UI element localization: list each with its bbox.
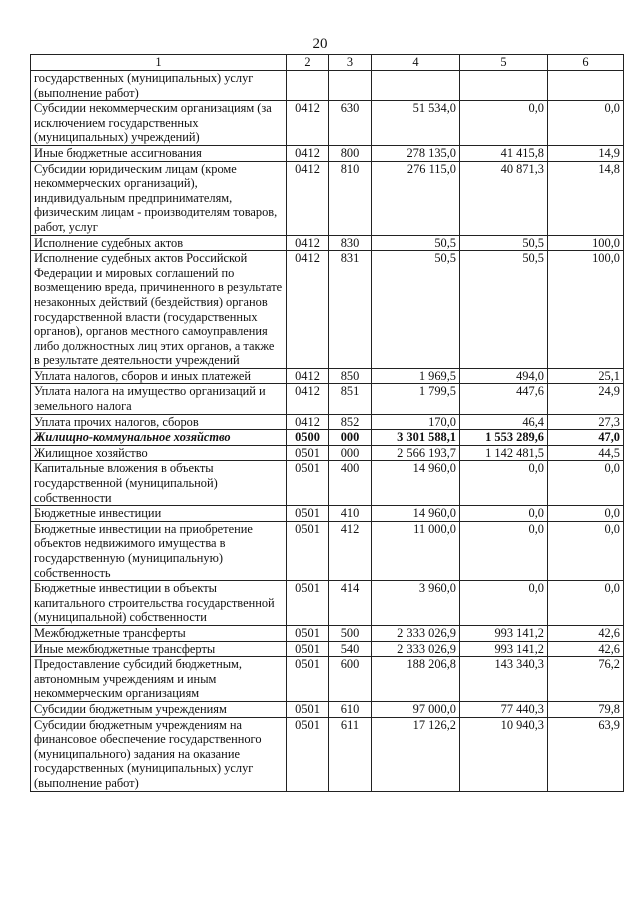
cell-type: 831 xyxy=(329,251,372,369)
cell-percent: 25,1 xyxy=(548,368,624,384)
table-row xyxy=(31,641,624,657)
cell-exec: 40 871,3 xyxy=(460,161,548,235)
cell-percent: 42,6 xyxy=(548,641,624,657)
cell-plan: 3 960,0 xyxy=(372,581,460,626)
table-row xyxy=(31,625,624,641)
cell-plan: 3 301 588,1 xyxy=(372,430,460,446)
cell-exec: 1 553 289,6 xyxy=(460,430,548,446)
cell-type: 540 xyxy=(329,641,372,657)
column-header-exec: 5 xyxy=(460,55,548,71)
cell-name: Субсидии бюджетным учреждениям на финансовое обеспечение государственного (муниципального) задания на оказание государственных (муниципальных) услуг (выполнение работ) xyxy=(31,717,287,791)
cell-exec: 494,0 xyxy=(460,368,548,384)
table-row xyxy=(31,251,624,369)
cell-percent: 100,0 xyxy=(548,251,624,369)
cell-plan: 51 534,0 xyxy=(372,101,460,146)
cell-percent: 24,9 xyxy=(548,384,624,414)
table-body xyxy=(31,71,624,792)
cell-section: 0501 xyxy=(287,521,329,580)
cell-name: Исполнение судебных актов Российской Федерации и мировых соглашений по возмещению вреда, причиненного в результате незаконных действий (бездействия) органов государственной власти (государственных органов), органов местного самоуправления либо должностных лиц этих органов, а также в результате деятельности учреждений xyxy=(31,251,287,369)
cell-exec: 50,5 xyxy=(460,251,548,369)
cell-name: Капитальные вложения в объекты государственной (муниципальной) собственности xyxy=(31,461,287,506)
cell-plan: 50,5 xyxy=(372,235,460,251)
cell-type: 000 xyxy=(329,430,372,446)
table-row xyxy=(31,384,624,414)
table-row xyxy=(31,235,624,251)
cell-plan: 50,5 xyxy=(372,251,460,369)
cell-exec: 993 141,2 xyxy=(460,641,548,657)
cell-percent: 79,8 xyxy=(548,701,624,717)
cell-percent: 0,0 xyxy=(548,521,624,580)
cell-name: Бюджетные инвестиции xyxy=(31,506,287,522)
cell-section: 0412 xyxy=(287,414,329,430)
table-header-row xyxy=(31,55,624,71)
cell-section: 0501 xyxy=(287,445,329,461)
column-header-plan: 4 xyxy=(372,55,460,71)
cell-name: Предоставление субсидий бюджетным, автономным учреждениям и иным некоммерческим организациям xyxy=(31,657,287,702)
cell-section xyxy=(287,71,329,101)
cell-plan: 11 000,0 xyxy=(372,521,460,580)
cell-section: 0501 xyxy=(287,625,329,641)
cell-type: 852 xyxy=(329,414,372,430)
cell-type: 851 xyxy=(329,384,372,414)
cell-exec: 447,6 xyxy=(460,384,548,414)
cell-section: 0412 xyxy=(287,368,329,384)
cell-plan: 17 126,2 xyxy=(372,717,460,791)
cell-section: 0501 xyxy=(287,581,329,626)
cell-name: Субсидии некоммерческим организациям (за исключением государственных (муниципальных) учреждений) xyxy=(31,101,287,146)
cell-percent: 14,9 xyxy=(548,145,624,161)
cell-exec: 50,5 xyxy=(460,235,548,251)
cell-type: 412 xyxy=(329,521,372,580)
cell-exec: 0,0 xyxy=(460,521,548,580)
cell-section: 0501 xyxy=(287,641,329,657)
page-number: 20 xyxy=(312,36,328,52)
cell-type: 600 xyxy=(329,657,372,702)
cell-exec: 993 141,2 xyxy=(460,625,548,641)
cell-exec: 46,4 xyxy=(460,414,548,430)
cell-plan: 2 333 026,9 xyxy=(372,641,460,657)
cell-exec: 143 340,3 xyxy=(460,657,548,702)
cell-name: Уплата прочих налогов, сборов xyxy=(31,414,287,430)
cell-plan: 278 135,0 xyxy=(372,145,460,161)
cell-section: 0501 xyxy=(287,461,329,506)
cell-exec xyxy=(460,71,548,101)
cell-type: 400 xyxy=(329,461,372,506)
cell-exec: 77 440,3 xyxy=(460,701,548,717)
table-row xyxy=(31,506,624,522)
cell-percent: 44,5 xyxy=(548,445,624,461)
table-row xyxy=(31,430,624,446)
cell-name: Жилищное хозяйство xyxy=(31,445,287,461)
cell-percent: 27,3 xyxy=(548,414,624,430)
cell-section: 0501 xyxy=(287,717,329,791)
cell-type: 414 xyxy=(329,581,372,626)
cell-exec: 0,0 xyxy=(460,506,548,522)
cell-plan: 2 333 026,9 xyxy=(372,625,460,641)
table-row xyxy=(31,71,624,101)
cell-percent: 76,2 xyxy=(548,657,624,702)
cell-section: 0412 xyxy=(287,145,329,161)
cell-type: 500 xyxy=(329,625,372,641)
table-row xyxy=(31,368,624,384)
cell-name: Жилищно-коммунальное хозяйство xyxy=(31,430,287,446)
cell-percent: 47,0 xyxy=(548,430,624,446)
cell-section: 0412 xyxy=(287,251,329,369)
cell-plan: 14 960,0 xyxy=(372,506,460,522)
cell-name: Бюджетные инвестиции в объекты капитального строительства государственной (муниципальной) собственности xyxy=(31,581,287,626)
cell-plan: 188 206,8 xyxy=(372,657,460,702)
cell-plan: 1 799,5 xyxy=(372,384,460,414)
cell-name: Межбюджетные трансферты xyxy=(31,625,287,641)
cell-percent: 0,0 xyxy=(548,581,624,626)
cell-name: государственных (муниципальных) услуг (выполнение работ) xyxy=(31,71,287,101)
table-row xyxy=(31,414,624,430)
cell-percent: 100,0 xyxy=(548,235,624,251)
cell-name: Субсидии бюджетным учреждениям xyxy=(31,701,287,717)
column-header-section: 2 xyxy=(287,55,329,71)
cell-exec: 1 142 481,5 xyxy=(460,445,548,461)
cell-exec: 10 940,3 xyxy=(460,717,548,791)
table-row xyxy=(31,521,624,580)
cell-type: 800 xyxy=(329,145,372,161)
cell-type: 830 xyxy=(329,235,372,251)
cell-type: 611 xyxy=(329,717,372,791)
table-row xyxy=(31,145,624,161)
cell-exec: 0,0 xyxy=(460,101,548,146)
cell-section: 0501 xyxy=(287,701,329,717)
cell-plan: 276 115,0 xyxy=(372,161,460,235)
column-header-type: 3 xyxy=(329,55,372,71)
cell-section: 0500 xyxy=(287,430,329,446)
cell-name: Уплата налога на имущество организаций и земельного налога xyxy=(31,384,287,414)
table-row xyxy=(31,445,624,461)
cell-type: 810 xyxy=(329,161,372,235)
cell-name: Уплата налогов, сборов и иных платежей xyxy=(31,368,287,384)
cell-plan: 170,0 xyxy=(372,414,460,430)
column-header-percent: 6 xyxy=(548,55,624,71)
table-row xyxy=(31,701,624,717)
cell-percent: 63,9 xyxy=(548,717,624,791)
cell-percent: 0,0 xyxy=(548,461,624,506)
column-header-name: 1 xyxy=(31,55,287,71)
budget-table xyxy=(30,54,624,792)
cell-type xyxy=(329,71,372,101)
cell-percent: 14,8 xyxy=(548,161,624,235)
table-row xyxy=(31,161,624,235)
cell-percent xyxy=(548,71,624,101)
cell-plan: 97 000,0 xyxy=(372,701,460,717)
cell-name: Иные бюджетные ассигнования xyxy=(31,145,287,161)
cell-plan: 2 566 193,7 xyxy=(372,445,460,461)
cell-section: 0412 xyxy=(287,235,329,251)
cell-section: 0412 xyxy=(287,384,329,414)
cell-type: 850 xyxy=(329,368,372,384)
cell-percent: 42,6 xyxy=(548,625,624,641)
cell-section: 0412 xyxy=(287,101,329,146)
cell-exec: 0,0 xyxy=(460,581,548,626)
cell-exec: 0,0 xyxy=(460,461,548,506)
cell-section: 0501 xyxy=(287,506,329,522)
cell-section: 0412 xyxy=(287,161,329,235)
table-row xyxy=(31,717,624,791)
cell-percent: 0,0 xyxy=(548,101,624,146)
cell-section: 0501 xyxy=(287,657,329,702)
cell-plan: 1 969,5 xyxy=(372,368,460,384)
cell-plan: 14 960,0 xyxy=(372,461,460,506)
cell-type: 410 xyxy=(329,506,372,522)
table-row xyxy=(31,657,624,702)
cell-percent: 0,0 xyxy=(548,506,624,522)
cell-name: Бюджетные инвестиции на приобретение объектов недвижимого имущества в государственную (муниципальную) собственность xyxy=(31,521,287,580)
cell-exec: 41 415,8 xyxy=(460,145,548,161)
table-row xyxy=(31,581,624,626)
cell-type: 000 xyxy=(329,445,372,461)
cell-name: Исполнение судебных актов xyxy=(31,235,287,251)
cell-type: 610 xyxy=(329,701,372,717)
table-row xyxy=(31,461,624,506)
cell-name: Иные межбюджетные трансферты xyxy=(31,641,287,657)
table-row xyxy=(31,101,624,146)
cell-plan xyxy=(372,71,460,101)
cell-type: 630 xyxy=(329,101,372,146)
cell-name: Субсидии юридическим лицам (кроме некоммерческих организаций), индивидуальным предпринимателям, физическим лицам - производителям товаров, работ, услуг xyxy=(31,161,287,235)
